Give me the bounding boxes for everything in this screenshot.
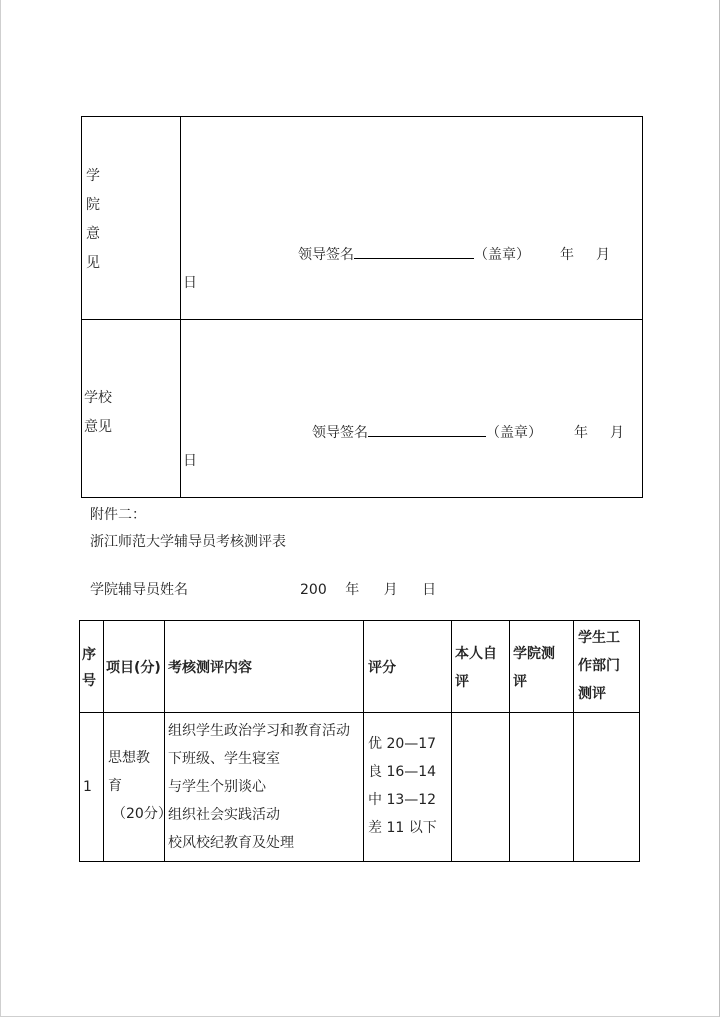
row-content-line: 校风校纪教育及处理 xyxy=(168,835,294,851)
row-score-line: 差 11 以下 xyxy=(368,820,437,836)
college-opinion-label-char: 意 xyxy=(86,226,100,242)
evaluation-col-divider xyxy=(509,620,510,862)
school-signature-line xyxy=(312,422,542,442)
school-opinion-label-line: 学校 xyxy=(84,390,112,406)
header-content: 考核测评内容 xyxy=(168,660,252,676)
row-content xyxy=(168,717,350,857)
header-score: 评分 xyxy=(368,660,396,676)
header-dept-eval-line: 学生工 xyxy=(578,630,620,646)
college-day: 日 xyxy=(183,275,197,291)
header-college-eval-line: 评 xyxy=(513,674,527,690)
school-opinion-label-line: 意见 xyxy=(84,419,112,435)
date-line xyxy=(300,579,436,599)
attachment-title: 浙江师范大学辅导员考核测评表 xyxy=(90,534,286,550)
row-score-line: 优 20—17 xyxy=(368,736,437,752)
header-self-eval-line: 评 xyxy=(455,674,469,690)
counselor-name-label: 学院辅导员姓名 xyxy=(90,582,188,598)
school-signature-blank xyxy=(368,422,486,437)
header-seq-line: 号 xyxy=(82,673,96,689)
date-day: 日 xyxy=(422,582,437,598)
row-content-line: 组织社会实践活动 xyxy=(168,807,280,823)
opinion-table-row-divider xyxy=(81,319,643,320)
row-content-line: 与学生个别谈心 xyxy=(168,779,266,795)
college-opinion-label xyxy=(86,162,100,278)
header-seq xyxy=(82,642,96,694)
evaluation-col-divider xyxy=(363,620,364,862)
school-day: 日 xyxy=(183,453,197,469)
row-score xyxy=(368,730,437,842)
college-seal-label: （盖章） xyxy=(474,247,530,263)
college-opinion-label-char: 院 xyxy=(86,197,100,213)
college-sign-label: 领导签名 xyxy=(298,247,354,263)
row-item-line: 思想教 xyxy=(108,750,150,766)
college-opinion-label-char: 见 xyxy=(86,255,100,271)
college-month: 月 xyxy=(596,247,610,263)
row-content-line: 下班级、学生寝室 xyxy=(168,751,280,767)
school-month: 月 xyxy=(610,425,624,441)
evaluation-col-divider xyxy=(103,620,104,862)
school-sign-label: 领导签名 xyxy=(312,425,368,441)
header-seq-line: 序 xyxy=(82,647,96,663)
header-dept-eval-line: 测评 xyxy=(578,686,606,702)
row-score-line: 良 16—14 xyxy=(368,764,437,780)
evaluation-col-divider xyxy=(573,620,574,862)
college-year: 年 xyxy=(560,247,574,263)
header-dept-eval xyxy=(578,624,620,708)
header-item: 项目(分) xyxy=(106,660,161,676)
opinion-table-column-divider xyxy=(180,116,181,498)
header-self-eval-line: 本人自 xyxy=(455,646,497,662)
date-year-prefix: 200 xyxy=(300,582,327,598)
row-seq: 1 xyxy=(83,779,92,795)
row-score-line: 中 13—12 xyxy=(368,792,437,808)
evaluation-col-divider xyxy=(451,620,452,862)
header-college-eval xyxy=(513,640,555,696)
college-signature-blank xyxy=(354,244,474,259)
attachment-label: 附件二： xyxy=(90,507,146,523)
row-item-line: 育 xyxy=(108,778,122,794)
date-month: 月 xyxy=(383,582,398,598)
header-self-eval xyxy=(455,640,497,696)
school-year: 年 xyxy=(574,425,588,441)
row-item-line: （20分） xyxy=(112,806,172,822)
school-opinion-label xyxy=(84,384,112,442)
row-item xyxy=(108,744,172,828)
college-opinion-label-char: 学 xyxy=(86,168,100,184)
school-seal-label: （盖章） xyxy=(486,425,542,441)
header-dept-eval-line: 作部门 xyxy=(578,658,620,674)
college-signature-line xyxy=(298,244,530,264)
header-college-eval-line: 学院测 xyxy=(513,646,555,662)
row-content-line: 组织学生政治学习和教育活动 xyxy=(168,723,350,739)
date-year: 年 xyxy=(345,582,360,598)
